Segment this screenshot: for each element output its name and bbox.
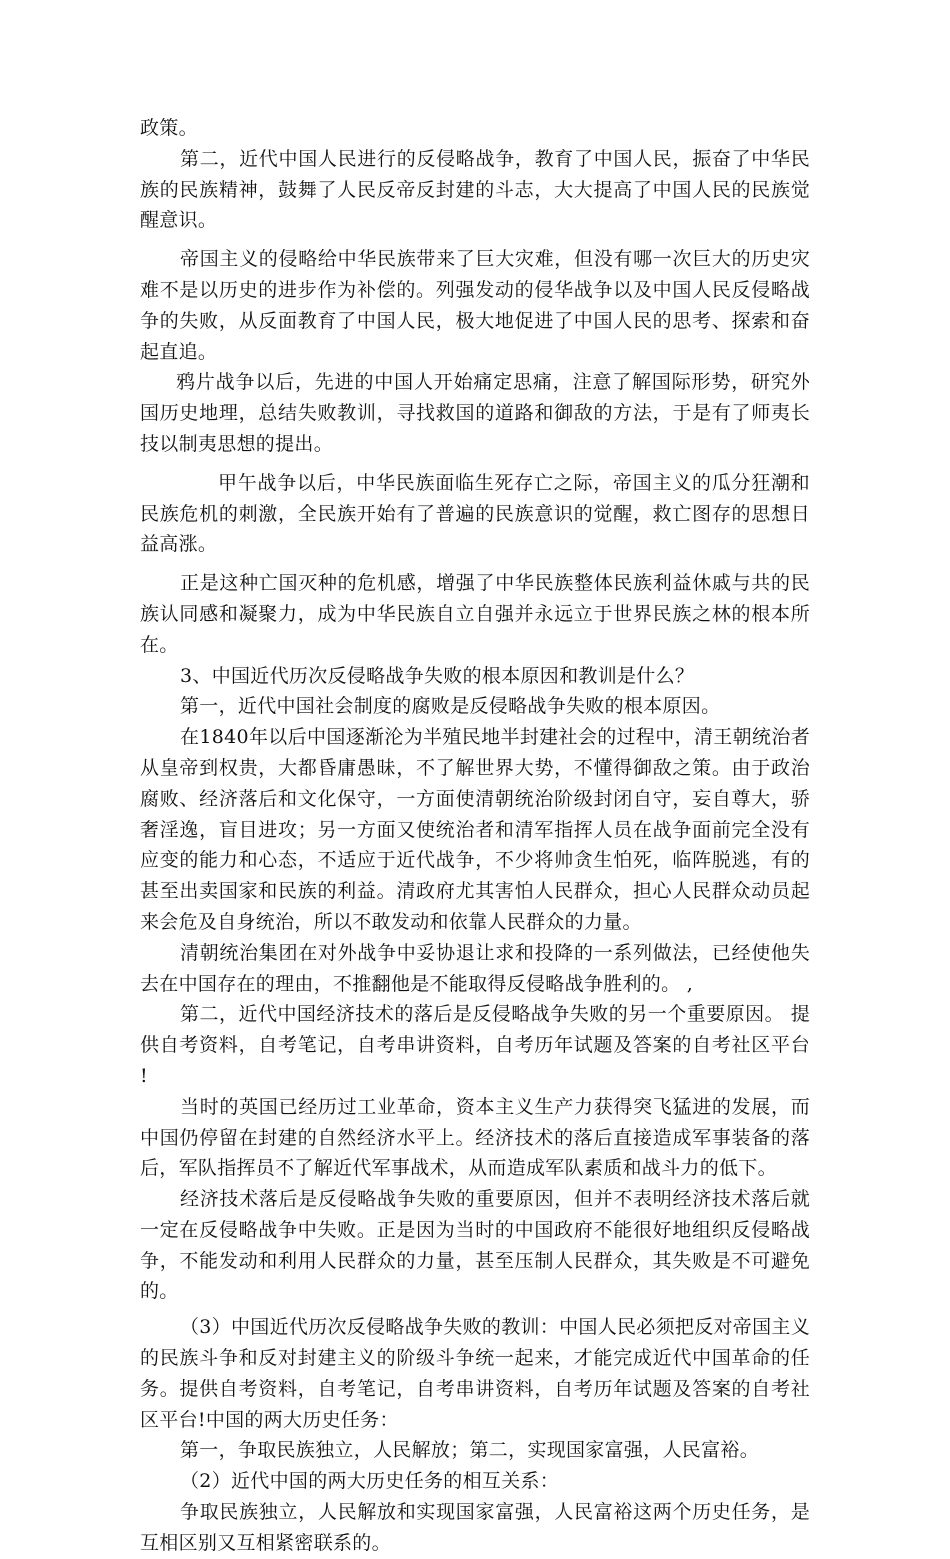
section-question: 3、中国近代历次反侵略战争失败的根本原因和教训是什么？: [180, 664, 695, 687]
document-body: [140, 113, 810, 1559]
paragraph: 第一，近代中国社会制度的腐败是反侵略战争失败的根本原因。: [180, 695, 721, 718]
paragraph: 第二，近代中国经济技术的落后是反侵略战争失败的另一个重要原因。 提供自考资料，自考笔记，自考串讲资料，自考历年试题及答案的自考社区平台 !: [140, 1003, 810, 1087]
paragraph: 第二，近代中国人民进行的反侵略战争，教育了中国人民，振奋了中华民族的民族精神，鼓舞了人民反帝反封建的斗志，大大提高了中国人民的民族觉醒意识。: [140, 147, 810, 232]
paragraph: （3）中国近代历次反侵略战争失败的教训：中国人民必须把反对帝国主义的民族斗争和反对封建主义的阶级斗争统一起来，才能完成近代中国革命的任务。提供自考资料，自考笔记，自考串讲资料，自考历年试题及答案的自考社区平台!中国的两大历史任务：: [140, 1316, 810, 1431]
paragraph: 当时的英国已经历过工业革命，资本主义生产力获得突飞猛进的发展，而中国仍停留在封建的自然经济水平上。经济技术的落后直接造成军事装备的落后，军队指挥员不了解近代军事战术，从而造成军队素质和战斗力的低下。: [140, 1095, 810, 1180]
paragraph-continuation: 政策。: [140, 117, 198, 139]
paragraph: 在1840年以后中国逐渐沦为半殖民地半封建社会的过程中，清王朝统治者从皇帝到权贵，大都昏庸愚昧，不了解世界大势，不懂得御敌之策。由于政治腐败、经济落后和文化保守，一方面使清朝统治阶级封闭自守，妄自尊大，骄奢淫逸，盲目进攻；另一方面又使统治者和清军指挥人员在战争面前完全没有应变的能力和心态，不适应于近代战争，不少将帅贪生怕死，临阵脱逃，有的甚至出卖国家和民族的利益。清政府尤其害怕人民群众，担心人民群众动员起来会危及自身统治，所以不敢发动和依靠人民群众的力量。: [140, 726, 810, 933]
paragraph: 第一，争取民族独立，人民解放；第二，实现国家富强，人民富裕。: [180, 1439, 760, 1462]
paragraph: 帝国主义的侵略给中华民族带来了巨大灾难，但没有哪一次巨大的历史灾难不是以历史的进步作为补偿的。列强发动的侵华战争以及中国人民反侵略战争的失败，从反面教育了中国人民，极大地促进了中国人民的思考、探索和奋起直追。: [140, 248, 810, 363]
paragraph: 经济技术落后是反侵略战争失败的重要原因，但并不表明经济技术落后就一定在反侵略战争中失败。正是因为当时的中国政府不能很好地组织反侵略战争，不能发动和利用人民群众的力量，甚至压制人民群众，其失败是不可避免的。: [140, 1188, 810, 1303]
paragraph: 甲午战争以后，中华民族面临生死存亡之际，帝国主义的瓜分狂潮和民族危机的刺激，全民族开始有了普遍的民族意识的觉醒，救亡图存的思想日益高涨。: [140, 471, 810, 556]
paragraph: 清朝统治集团在对外战争中妥协退让求和投降的一系列做法，已经使他失去在中国存在的理由，不推翻他是不能取得反侵略战争胜利的。 ,: [140, 941, 810, 995]
paragraph: 正是这种亡国灭种的危机感，增强了中华民族整体民族利益休戚与共的民族认同感和凝聚力，成为中华民族自立自强并永远立于世界民族之林的根本所在。: [140, 572, 810, 656]
paragraph: 鸦片战争以后，先进的中国人开始痛定思痛，注意了解国际形势，研究外国历史地理，总结失败教训，寻找救国的道路和御敌的方法，于是有了师夷长技以制夷思想的提出。: [140, 371, 810, 455]
paragraph: （2）近代中国的两大历史任务的相互关系：: [180, 1470, 560, 1493]
paragraph: 争取民族独立，人民解放和实现国家富强，人民富裕这两个历史任务，是互相区别又互相紧密联系的。: [140, 1501, 810, 1554]
